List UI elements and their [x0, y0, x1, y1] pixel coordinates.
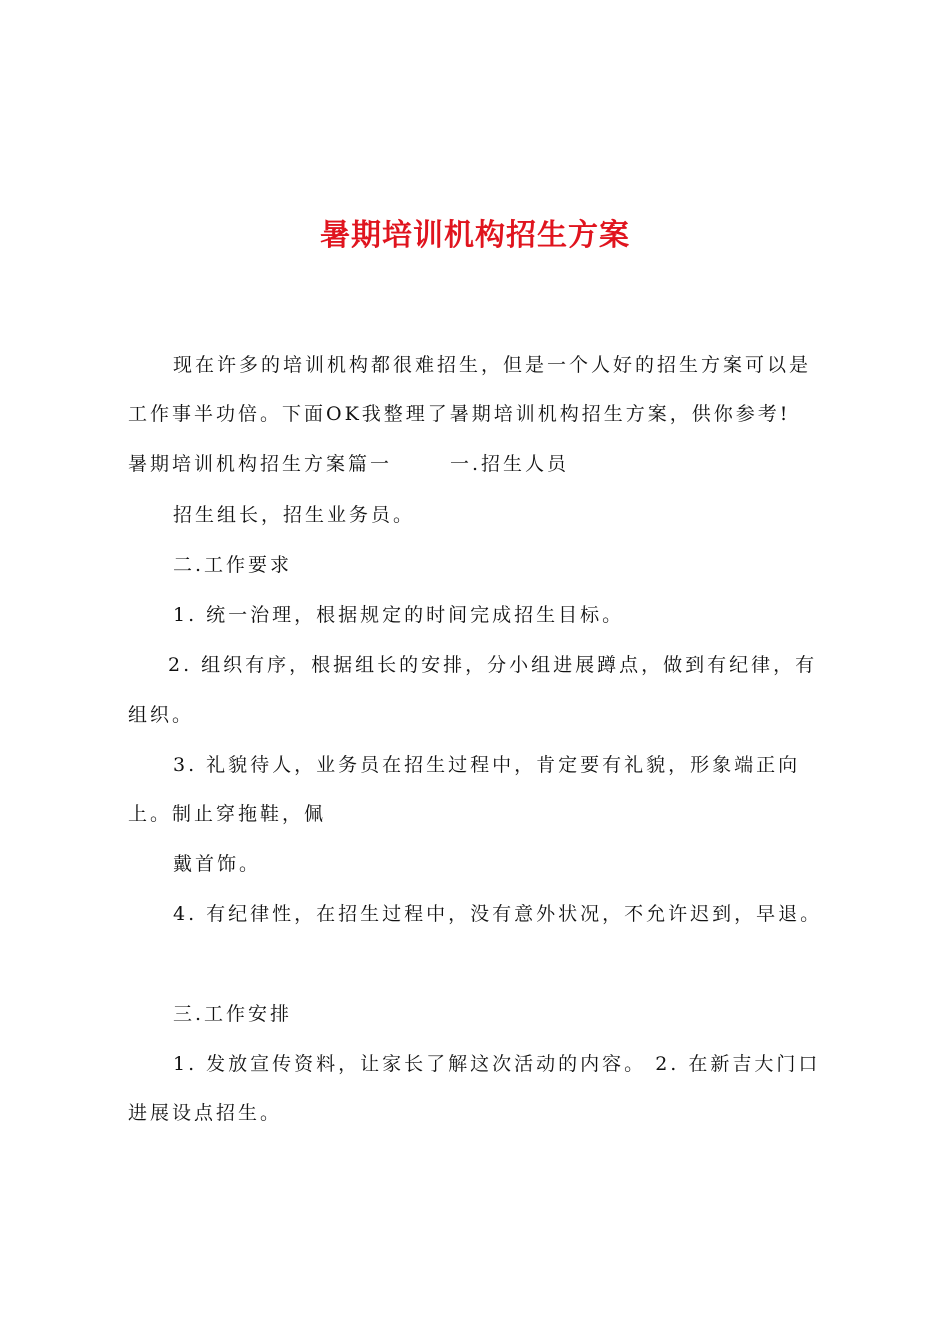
section-2-heading: 二.工作要求: [173, 554, 293, 576]
requirement-2-line-1: 2. 组织有序，根据组长的安排，分小组进展蹲点，做到有纪律，有: [168, 654, 818, 676]
arrangement-line-1: 1. 发放宣传资料，让家长了解这次活动的内容。 2. 在新吉大门口: [173, 1053, 821, 1075]
part-title: 暑期培训机构招生方案篇一: [128, 453, 393, 475]
requirement-4: 4. 有纪律性，在招生过程中，没有意外状况，不允许迟到，早退。: [173, 903, 823, 925]
section-1-heading: 一.招生人员: [450, 453, 570, 475]
document-title: 暑期培训机构招生方案: [320, 218, 630, 253]
requirement-1: 1. 统一治理，根据规定的时间完成招生目标。: [173, 604, 625, 626]
section-3-heading: 三.工作安排: [173, 1003, 293, 1025]
requirement-3-line-3: 戴首饰。: [173, 853, 262, 875]
staff-line: 招生组长，招生业务员。: [173, 504, 416, 526]
arrangement-line-2: 进展设点招生。: [128, 1102, 283, 1124]
requirement-3-line-2: 上。制止穿拖鞋，佩: [128, 803, 327, 825]
requirement-2-line-2: 组织。: [128, 704, 195, 726]
intro-line-2: 工作事半功倍。下面OK我整理了暑期培训机构招生方案，供你参考!: [128, 403, 791, 425]
part-heading-line: [128, 451, 828, 477]
requirement-3-line-1: 3. 礼貌待人，业务员在招生过程中，肯定要有礼貌，形象端正向: [173, 754, 801, 776]
intro-line-1: 现在许多的培训机构都很难招生，但是一个人好的招生方案可以是: [173, 354, 812, 376]
